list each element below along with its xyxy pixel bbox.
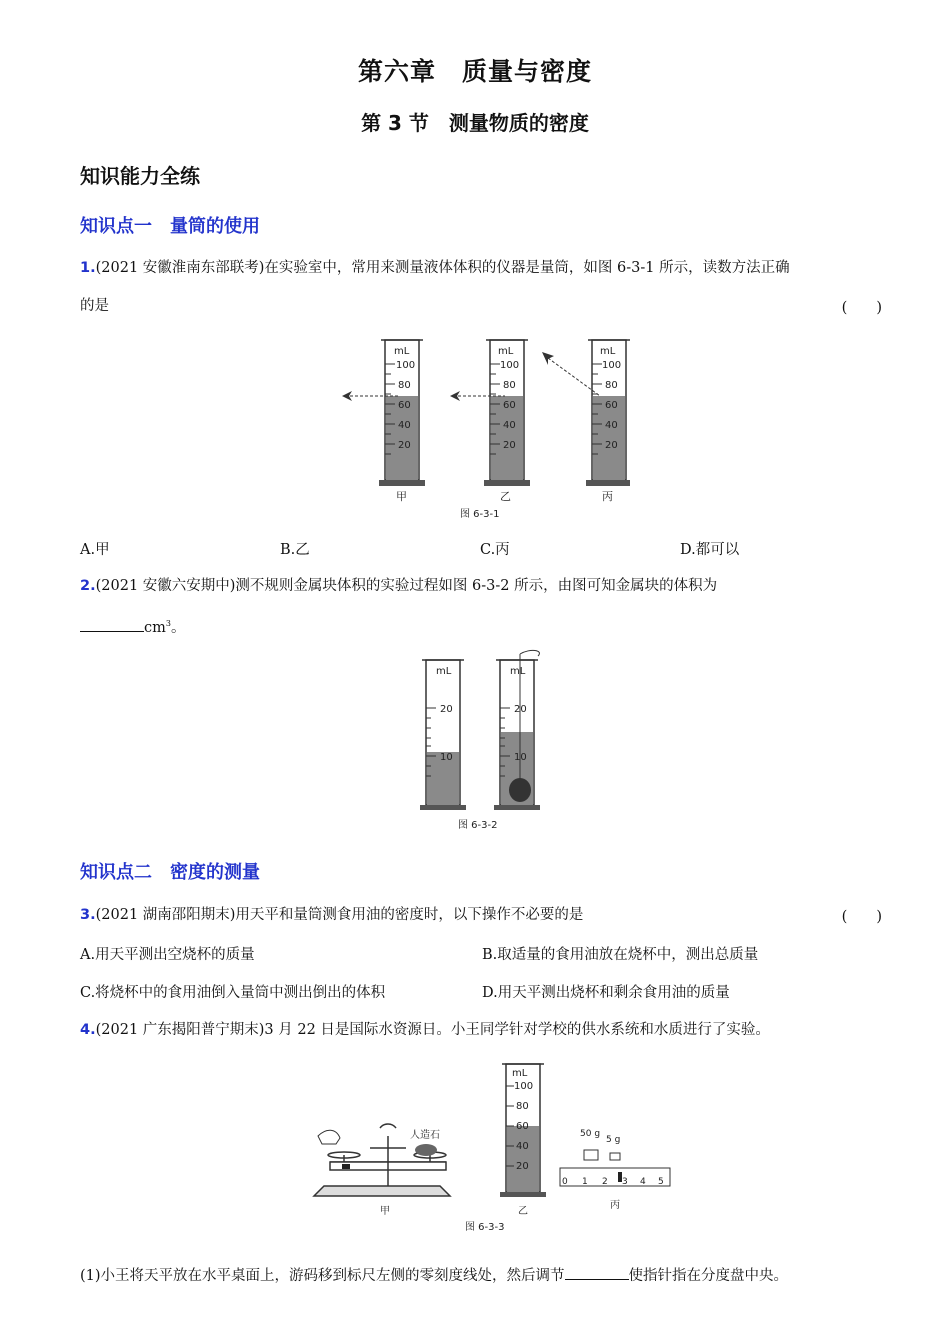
svg-text:60: 60 (605, 400, 618, 411)
question-number: 1. (80, 260, 96, 276)
svg-text:乙: 乙 (500, 490, 511, 503)
svg-text:40: 40 (398, 420, 411, 431)
option-b: B.取适量的食用油放在烧杯中，测出总质量 (482, 947, 759, 963)
practice-title: 知识能力全练 (80, 164, 200, 188)
knowledge-point-2: 知识点二 密度的测量 (80, 862, 260, 883)
svg-text:10: 10 (514, 752, 527, 763)
option-a: A.甲 (80, 542, 110, 558)
question-text: (2021 湖南邵阳期末)用天平和量筒测食用油的密度时，以下操作不必要的是 (95, 907, 584, 923)
svg-text:mL: mL (600, 346, 616, 357)
stone-label: 人造石 (410, 1130, 440, 1141)
svg-text:40: 40 (605, 420, 618, 431)
svg-text:20: 20 (503, 440, 516, 451)
figure-caption: 图 6-3-2 (458, 820, 498, 831)
figure-6-3-1 (330, 334, 630, 519)
chapter-title: 第六章 质量与密度 (357, 57, 592, 86)
svg-text:100: 100 (602, 360, 622, 371)
svg-text:2: 2 (602, 1177, 608, 1187)
question-1 (80, 258, 880, 278)
question-1-line2: 的是 (80, 298, 109, 314)
question-number: 4. (80, 1022, 96, 1038)
question-3 (80, 905, 880, 925)
option-d: D.用天平测出烧杯和剩余食用油的质量 (482, 985, 730, 1001)
figure-label: 甲 (396, 490, 407, 503)
option-c: C.将烧杯中的食用油倒入量筒中测出倒出的体积 (80, 985, 386, 1001)
question-4-sub-1: (1)小王将天平放在水平桌面上，游码移到标尺左侧的零刻度线处，然后调节 使指针指在分度盘中央。 (80, 1265, 900, 1286)
question-2-line2: $cm^3$。 (80, 614, 880, 638)
svg-text:20: 20 (440, 704, 453, 715)
svg-text:100: 100 (500, 360, 520, 371)
answer-paren: ( ) (841, 909, 882, 925)
svg-text:40: 40 (503, 420, 516, 431)
svg-text:80: 80 (516, 1101, 529, 1112)
svg-text:丙: 丙 (610, 1200, 620, 1211)
svg-text:mL: mL (512, 1068, 528, 1079)
option-d: D.都可以 (680, 542, 740, 558)
svg-text:0: 0 (562, 1177, 568, 1187)
svg-text:100: 100 (396, 360, 416, 371)
svg-text:5: 5 (658, 1177, 664, 1187)
svg-text:20: 20 (514, 704, 527, 715)
svg-text:60: 60 (503, 400, 516, 411)
svg-text:80: 80 (503, 380, 516, 391)
question-2 (80, 576, 880, 596)
figure-label: 甲 (380, 1206, 390, 1217)
question-number: 3. (80, 907, 96, 923)
svg-text:100: 100 (514, 1081, 534, 1092)
tweezers-hand-icon (318, 1130, 340, 1144)
section-title: 第 3 节 测量物质的密度 (361, 111, 589, 135)
svg-text:丙: 丙 (602, 490, 613, 503)
svg-text:20: 20 (516, 1161, 529, 1172)
stone-icon (415, 1144, 437, 1156)
svg-text:20: 20 (605, 440, 618, 451)
option-b: B.乙 (280, 542, 310, 558)
svg-text:1: 1 (582, 1177, 588, 1187)
svg-text:60: 60 (516, 1121, 529, 1132)
svg-text:80: 80 (398, 380, 411, 391)
question-text: (2021 广东揭阳普宁期末)3 月 22 日是国际水资源日。小王同学针对学校的供水系统和水质进行了实验。 (95, 1022, 770, 1038)
unit-label: mL (394, 346, 410, 357)
figure-6-3-3 (300, 1058, 680, 1238)
svg-text:50 g: 50 g (580, 1129, 601, 1139)
svg-text:20: 20 (398, 440, 411, 451)
figure-caption: 图 6-3-3 (465, 1222, 505, 1233)
answer-blank[interactable] (80, 617, 144, 632)
svg-text:mL: mL (510, 666, 526, 677)
question-text: (2021 安徽淮南东部联考)在实验室中，常用来测量液体体积的仪器是量筒，如图 6-3-1 所示，读数方法正确 (95, 260, 790, 276)
svg-text:乙: 乙 (518, 1206, 528, 1217)
option-a: A.用天平测出空烧杯的质量 (80, 947, 255, 963)
svg-text:40: 40 (516, 1141, 529, 1152)
figure-6-3-2 (412, 648, 562, 833)
svg-text:80: 80 (605, 380, 618, 391)
weight-5g-icon (610, 1153, 620, 1160)
knowledge-point-1: 知识点一 量筒的使用 (80, 216, 260, 237)
question-4 (80, 1020, 880, 1040)
option-c: C.丙 (480, 542, 510, 558)
metal-block-icon (509, 778, 531, 802)
svg-text:5 g: 5 g (606, 1135, 621, 1145)
svg-text:60: 60 (398, 400, 411, 411)
svg-text:4: 4 (640, 1177, 646, 1187)
answer-blank[interactable] (565, 1265, 629, 1280)
weight-50g-icon (584, 1150, 598, 1160)
question-number: 2. (80, 578, 96, 594)
svg-text:mL: mL (498, 346, 514, 357)
question-text: (2021 安徽六安期中)测不规则金属块体积的实验过程如图 6-3-2 所示，由图可知金属块的体积为 (95, 578, 718, 594)
answer-paren: ( ) (841, 300, 882, 316)
svg-text:10: 10 (440, 752, 453, 763)
eye-icon (342, 352, 554, 401)
svg-text:mL: mL (436, 666, 452, 677)
svg-text:3: 3 (622, 1177, 628, 1187)
figure-caption: 图 6-3-1 (460, 509, 500, 519)
